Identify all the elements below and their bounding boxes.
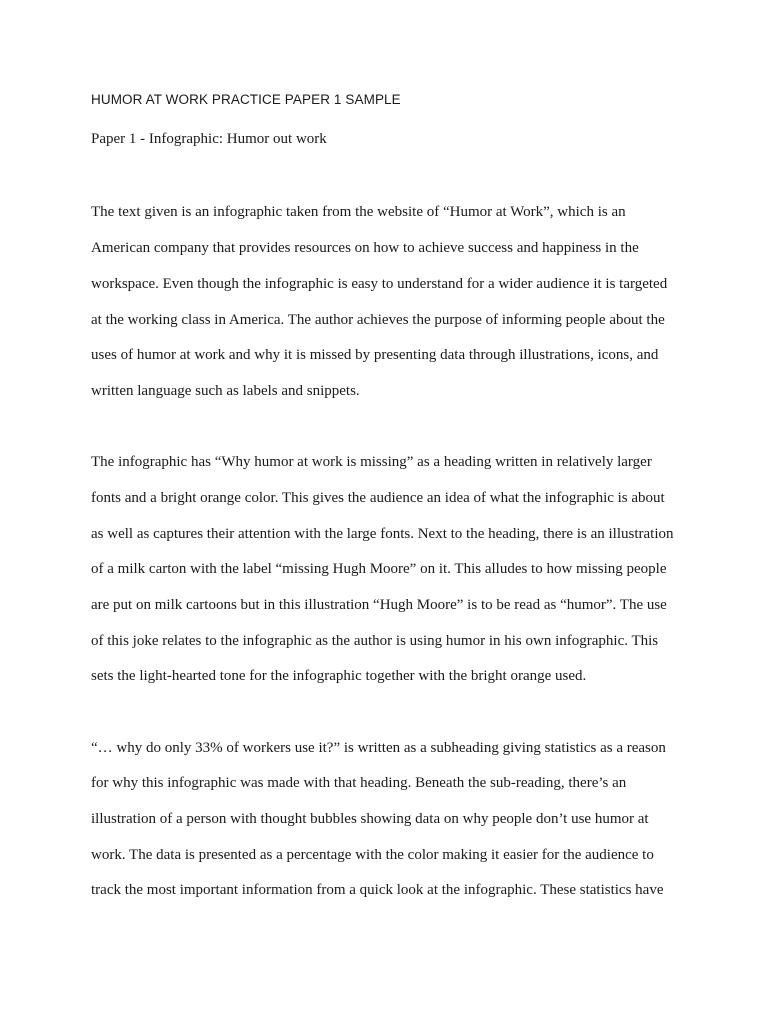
paragraph-line: are put on milk cartoons but in this illustration “Hugh Moore” is to be read as “humor”. The use: [91, 597, 667, 613]
paragraph-line: track the most important information from a quick look at the infographic. These statistics have: [91, 882, 664, 898]
paragraph-line: sets the light-hearted tone for the infographic together with the bright orange used.: [91, 668, 587, 684]
paragraph-line: “… why do only 33% of workers use it?” is written as a subheading giving statistics as a reason: [91, 740, 666, 756]
paragraph-line: of this joke relates to the infographic as the author is using humor in his own infographic. This: [91, 633, 659, 649]
paragraph-line: of a milk carton with the label “missing Hugh Moore” on it. This alludes to how missing people: [91, 561, 667, 577]
paragraph-line: The text given is an infographic taken from the website of “Humor at Work”, which is an: [91, 204, 626, 220]
paragraph-line: uses of humor at work and why it is missed by presenting data through illustrations, icons, and: [91, 347, 659, 363]
document-title: HUMOR AT WORK PRACTICE PAPER 1 SAMPLE: [91, 92, 401, 107]
paragraph-line: as well as captures their attention with the large fonts. Next to the heading, there is an illustration: [91, 526, 674, 542]
paragraph-line: work. The data is presented as a percentage with the color making it easier for the audience to: [91, 847, 654, 863]
paragraph-line: written language such as labels and snippets.: [91, 383, 360, 399]
paragraph-line: American company that provides resources on how to achieve success and happiness in the: [91, 240, 639, 256]
paragraph-line: The infographic has “Why humor at work is missing” as a heading written in relatively larger: [91, 454, 652, 470]
paragraph-line: workspace. Even though the infographic is easy to understand for a wider audience it is targeted: [91, 276, 668, 292]
paragraph-line: for why this infographic was made with that heading. Beneath the sub-reading, there’s an: [91, 775, 627, 791]
paragraph-line: fonts and a bright orange color. This gives the audience an idea of what the infographic is about: [91, 490, 665, 506]
paragraph-line: at the working class in America. The author achieves the purpose of informing people about the: [91, 312, 665, 328]
paragraph-line: illustration of a person with thought bubbles showing data on why people don’t use humor at: [91, 811, 649, 827]
document-subtitle: Paper 1 - Infographic: Humor out work: [91, 131, 327, 147]
